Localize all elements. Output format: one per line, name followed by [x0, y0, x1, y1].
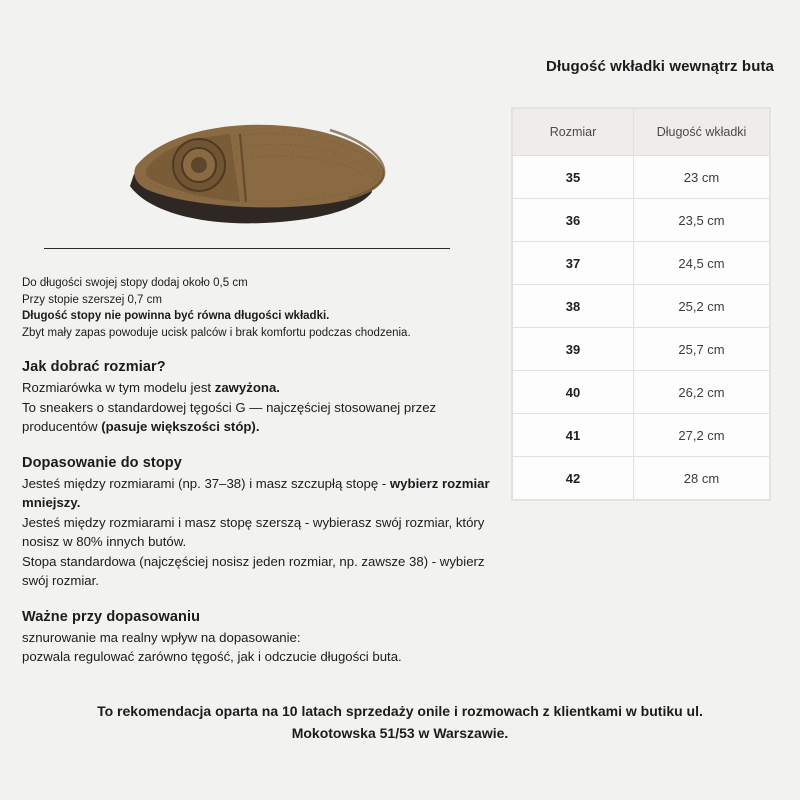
table-title: Długość wkładki wewnątrz buta [546, 58, 774, 75]
section-divider [44, 248, 450, 249]
cell-size: 41 [513, 414, 634, 457]
text-run-bold: wybierz rozmiar mniejszy. [22, 475, 490, 510]
guide-text-column [22, 275, 492, 667]
sole-emblem [173, 139, 225, 191]
cell-size: 36 [513, 199, 634, 242]
size-table [512, 108, 770, 500]
text-run: Rozmiarówka w tym modelu jest [22, 380, 215, 395]
table-row [513, 457, 770, 500]
cell-size: 39 [513, 328, 634, 371]
note-line-1: Do długości swojej stopy dodaj około 0,5 cm [22, 277, 248, 289]
cell-size: 37 [513, 242, 634, 285]
size-table-body [513, 156, 770, 500]
section-heading: Ważne przy dopasowaniu [22, 608, 201, 625]
text-run-bold: (pasuje większości stóp). [101, 419, 260, 434]
section-paragraph: sznurowanie ma realny wpływ na dopasowanie: [22, 629, 301, 645]
section-fit-to-foot [22, 455, 492, 591]
shoe-illustration [90, 110, 410, 240]
table-row [513, 414, 770, 457]
note-line-4: Zbyt mały zapas powoduje ucisk palców i brak komfortu podczas chodzenia. [22, 326, 411, 339]
section-paragraph: Stopa standardowa (najczęściej nosisz jeden rozmiar, np. zawsze 38) - wybierz swój rozmiar. [22, 553, 485, 588]
table-row [513, 371, 770, 414]
cell-length: 28 cm [634, 457, 770, 500]
section-heading: Dopasowanie do stopy [22, 454, 182, 471]
cell-length: 23,5 cm [634, 199, 770, 242]
table-row [513, 199, 770, 242]
cell-length: 25,2 cm [634, 285, 770, 328]
table-header-row [513, 109, 770, 156]
note-line-2: Przy stopie szerszej 0,7 cm [22, 293, 162, 306]
footer-line-2: Mokotowska 51/53 w Warszawie. [291, 725, 509, 741]
section-paragraph [22, 474, 492, 513]
table-row [513, 156, 770, 199]
text-run: Jesteś między rozmiarami (np. 37–38) i masz szczupłą stopę - [22, 475, 390, 491]
section-how-to-choose [22, 359, 492, 437]
cell-length: 24,5 cm [634, 242, 770, 285]
section-paragraph: Jesteś między rozmiarami i masz stopę szerszą - wybierasz swój rozmiar, który nosisz w 80% innych butów. [22, 514, 485, 549]
section-paragraph [22, 378, 492, 398]
measurement-notes [22, 275, 492, 341]
cell-length: 26,2 cm [634, 371, 770, 414]
note-line-3: Długość stopy nie powinna być równa długości wkładki. [22, 310, 330, 322]
footer-recommendation [0, 700, 800, 744]
size-table-head [513, 109, 770, 156]
cell-size: 42 [513, 457, 634, 500]
section-paragraph: pozwala regulować zarówno tęgość, jak i odczucie długości buta. [22, 649, 402, 664]
table-row [513, 328, 770, 371]
section-heading: Jak dobrać rozmiar? [22, 359, 166, 375]
shoe-sole-graphic [90, 110, 410, 240]
cell-size: 35 [513, 156, 634, 199]
column-header-length: Długość wkładki [634, 109, 770, 156]
section-important [22, 609, 492, 667]
column-header-size: Rozmiar [513, 109, 634, 156]
cell-length: 23 cm [634, 156, 770, 199]
table-row [513, 242, 770, 285]
table-row [513, 285, 770, 328]
text-run: To sneakers o standardowej tęgości G — najczęściej stosowanej przez producentów [22, 399, 437, 434]
cell-length: 27,2 cm [634, 414, 770, 457]
section-paragraph [22, 398, 492, 437]
footer-line-1: To rekomendacja oparta na 10 latach sprzedaży onile i rozmowach z klientkami w butiku ul. [97, 703, 703, 719]
cell-length: 25,7 cm [634, 328, 770, 371]
cell-size: 38 [513, 285, 634, 328]
cell-size: 40 [513, 371, 634, 414]
text-run-bold: zawyżona. [214, 380, 280, 395]
